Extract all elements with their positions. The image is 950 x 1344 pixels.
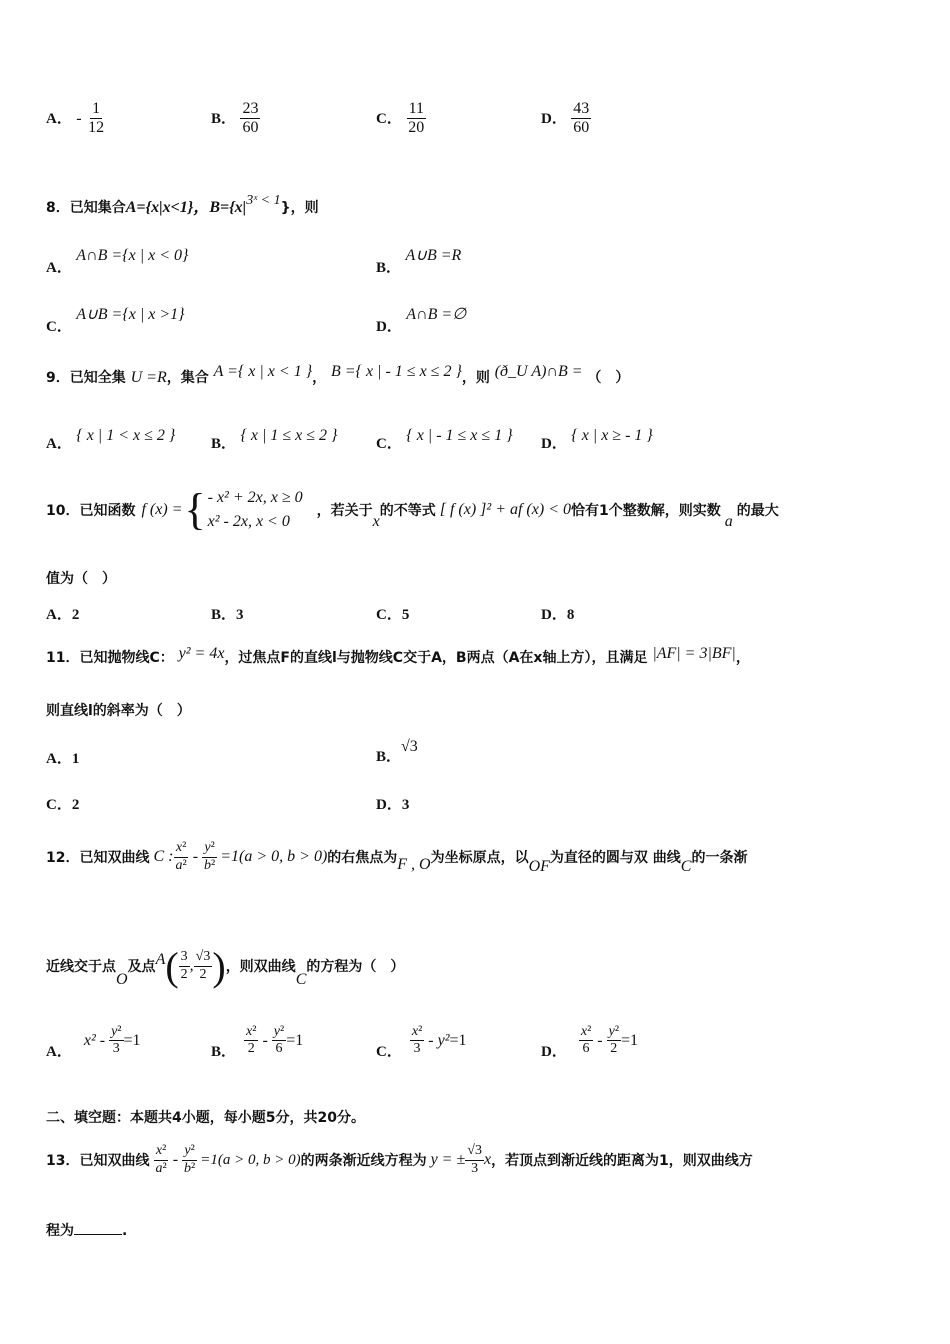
q11-stem-line2: 则直线l的斜率为（ ） [46, 703, 191, 719]
q8-option-d: D． A∩B =∅ [376, 306, 467, 335]
q12-option-c: C． $\frac{\text{x²}}{3}$ - y² =1 [376, 1024, 467, 1061]
q11-stem: 11．已知抛物线C： y² = 4x，过焦点F的直线l与抛物线C交于A，B两点（A在x轴上方），且满足 |AF| = 3|BF|， [46, 645, 750, 666]
q10-stem: 10．已知函数 f (x) = { - x² + 2x, x ≥ 0 x² - 2x, x < 0 ，若关于 x 的不等式 [ f (x) ]² + af (x) < 0 恰有1个整数解，则实数 a 的最大 [46, 485, 779, 534]
q10-option-c: C．5 [376, 607, 410, 623]
q7-b-fraction: $\frac{23}{60}$ [242, 100, 259, 137]
q10-piecewise: - x² + 2x, x ≥ 0 x² - 2x, x < 0 [207, 489, 303, 530]
q12-b-x-fraction: $\frac{\text{x²}}{2}$ [246, 1024, 257, 1057]
q9-option-d: D． { x | x ≥ - 1 } [541, 427, 653, 452]
q7-a-fraction: $\frac{1}{12}$ [88, 100, 105, 137]
q10-stem-line2: 值为（ ） [46, 571, 116, 587]
q8-option-b: B． A∪B =R [376, 247, 462, 276]
q12-a-y-fraction: $\frac{\text{y²}}{3}$ [111, 1024, 122, 1057]
q10-option-d: D．8 [541, 607, 575, 623]
q10-option-a: A．2 [46, 607, 80, 623]
q13-stem: 13．已知双曲线 $\frac{\text{x²}}{\text{a²}}$ - $\frac{\text{y²}}{\text{b²}}$ =1(a > 0, b > 0) 的两条渐近线方程为 y = ± $\frac{√3}{3}$ x ，若顶点到渐近线的距离为1，则双曲线方 [46, 1143, 753, 1176]
q13-answer-blank[interactable] [74, 1222, 122, 1235]
q12-b-y-fraction: $\frac{\text{y²}}{6}$ [273, 1024, 285, 1057]
section-2-heading: 二、填空题：本题共4小题，每小题5分，共20分。 [46, 1110, 365, 1126]
q12-c-x-fraction: $\frac{\text{x²}}{3}$ [411, 1024, 423, 1057]
q12-stem-line2: 近线交于点 O 及点 A ( $\frac{3}{2}$ , $\frac{√3}{2}$ ) ，则双曲线 C 的方程为（ ） [46, 943, 405, 989]
q8-option-a: A． A∩B ={x | x < 0} [46, 247, 189, 276]
q11-option-d: D．3 [376, 797, 410, 813]
q9-option-b: B． { x | 1 ≤ x ≤ 2 } [211, 427, 338, 452]
q9-option-a: A． { x | 1 < x ≤ 2 } [46, 427, 176, 452]
q11-option-b: B．√3 [376, 738, 418, 765]
q13-y-term: $\frac{\text{y²}}{\text{b²}}$ [184, 1143, 196, 1176]
q7-d-fraction: $\frac{43}{60}$ [573, 100, 590, 137]
q13-x-term: $\frac{\text{x²}}{\text{a²}}$ [155, 1143, 167, 1176]
q7-option-a: A． - $\frac{1}{12}$ [46, 100, 105, 137]
q13-stem-line2: 程为 . [46, 1223, 128, 1239]
q7-c-fraction: $\frac{11}{20}$ [408, 100, 425, 137]
q12-option-a: A． x² - $\frac{\text{y²}}{3}$ =1 [46, 1024, 141, 1061]
q12-point-x: $\frac{3}{2}$ [180, 949, 188, 982]
q7-option-d: D． $\frac{43}{60}$ [541, 100, 590, 137]
q12-option-b: B． $\frac{\text{x²}}{2}$ - $\frac{\text{y²}}{6}$ =1 [211, 1024, 304, 1061]
q9-stem: 9．已知全集 U =R，集合 A ={ x | x < 1 }， B ={ x | - 1 ≤ x ≤ 2 }，则 (ð_U A)∩B = （ ） [46, 363, 630, 386]
q12-point-y: $\frac{√3}{2}$ [195, 949, 211, 982]
q12-d-x-fraction: $\frac{\text{x²}}{6}$ [580, 1024, 592, 1057]
q11-option-c: C．2 [46, 797, 80, 813]
q11-option-a: A．1 [46, 751, 80, 767]
q12-x-term: $\frac{\text{x²}}{\text{a²}}$ [175, 840, 187, 873]
q9-option-c: C． { x | - 1 ≤ x ≤ 1 } [376, 427, 513, 452]
q12-d-y-fraction: $\frac{\text{y²}}{2}$ [608, 1024, 620, 1057]
q10-brace: { [184, 485, 206, 534]
q12-y-term: $\frac{\text{y²}}{\text{b²}}$ [204, 840, 216, 873]
q7-option-c: C． $\frac{11}{20}$ [376, 100, 425, 137]
q13-asym-fraction: $\frac{√3}{3}$ [467, 1143, 482, 1176]
q12-stem: 12．已知双曲线 C : $\frac{\text{x²}}{\text{a²}}$ - $\frac{\text{y²}}{\text{b²}}$ =1(a > 0, b > 0) 的右焦点为 F , O 为坐标原点，以 OF 为直径的圆与双 曲线 C 的一条渐 [46, 840, 748, 875]
q8-option-c: C． A∪B ={x | x >1} [46, 306, 185, 335]
q10-option-b: B．3 [211, 607, 244, 623]
q7-option-b: B． $\frac{23}{60}$ [211, 100, 259, 137]
q8-stem: 8．已知集合A={x|x<1}，B={x|3ˣ < 1}，则 [46, 193, 319, 216]
q12-option-d: D． $\frac{\text{x²}}{6}$ - $\frac{\text{y²}}{2}$ =1 [541, 1024, 639, 1061]
